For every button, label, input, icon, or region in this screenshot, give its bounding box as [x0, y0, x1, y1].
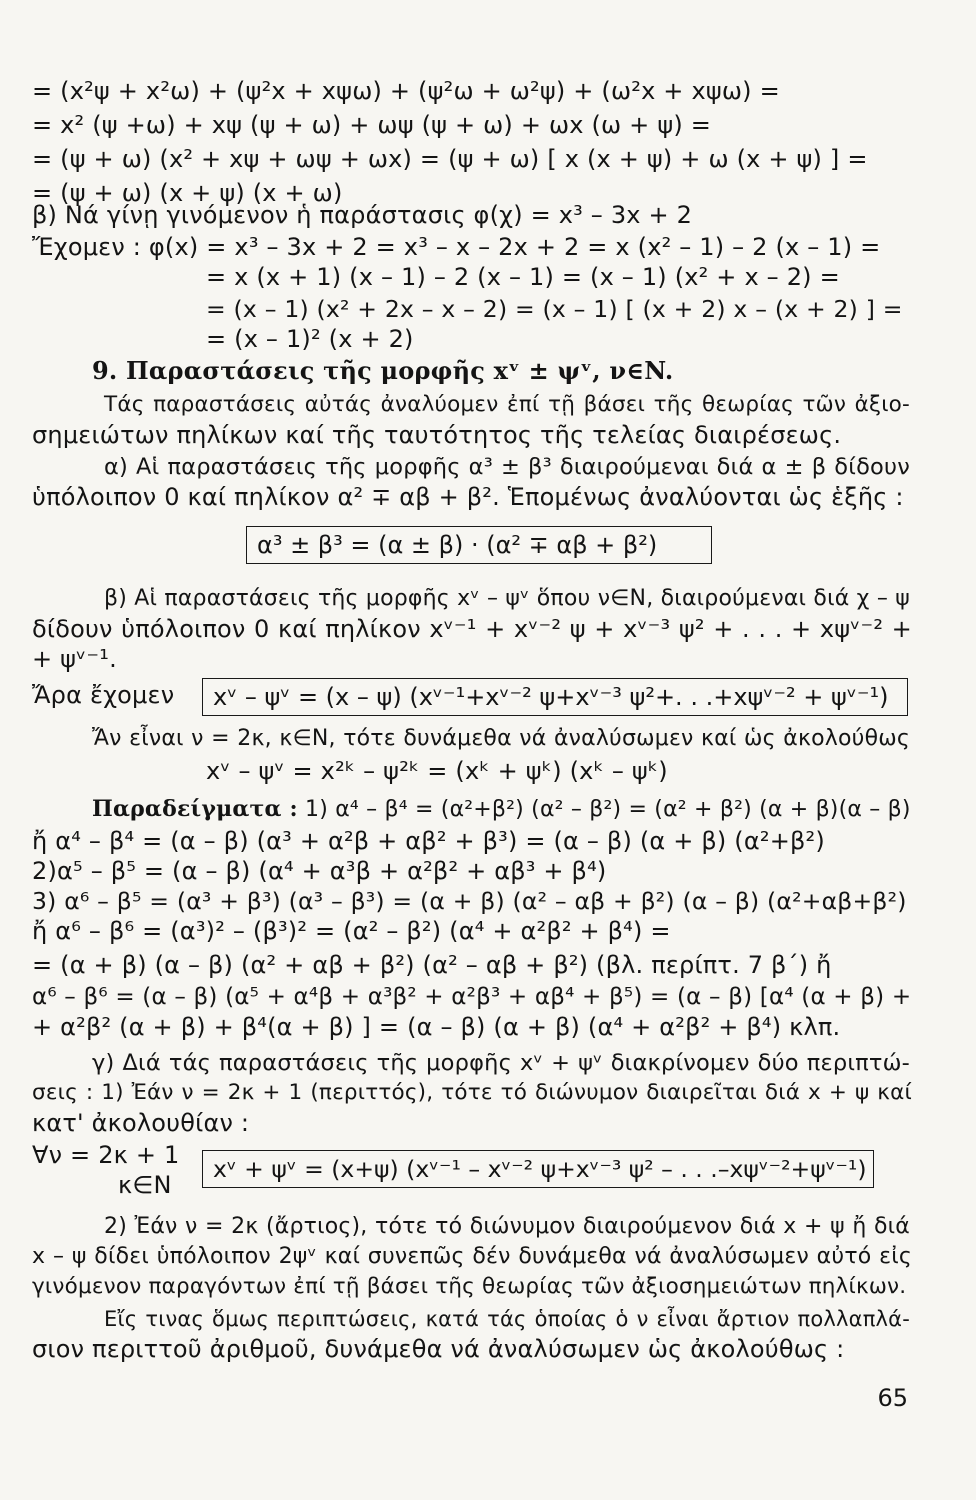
paragraph-line: α) Αἱ παραστάσεις τῆς μορφῆς α³ ± β³ διαιρούμεναι διά α ± β δίδουν — [104, 454, 910, 480]
equation-line: = x (x + 1) (x – 1) – 2 (x – 1) = (x – 1) (x² + x – 2) = — [206, 263, 840, 291]
paragraph-line: Ἄν εἶναι ν = 2κ, κ∈N, τότε δυνάμεθα νά ἀναλύσωμεν καί ὡς ἀκολούθως — [92, 726, 910, 751]
paragraph-line: σιον περιττοῦ ἀριθμοῦ, δυνάμεθα νά ἀναλύσωμεν ὡς ἀκολούθως : — [32, 1335, 845, 1363]
equation-line: = (x²ψ + x²ω) + (ψ²x + xψω) + (ψ²ω + ω²ψ) + (ω²x + xψω) = — [32, 77, 780, 105]
paragraph-line: σεις : 1) Ἐάν ν = 2κ + 1 (περιττός), τότε τό διώνυμον διαιρεῖται διά x + ψ καί — [32, 1080, 912, 1105]
paragraph-line: β) Αἱ παραστάσεις τῆς μορφῆς xᵛ – ψᵛ ὅπου ν∈N, διαιρούμεναι διά χ – ψ — [104, 586, 910, 611]
identity-box-difference: xᵛ – ψᵛ = (x – ψ) (xᵛ⁻¹+xᵛ⁻² ψ+xᵛ⁻³ ψ²+. . .+xψᵛ⁻² + ψᵛ⁻¹) — [202, 678, 908, 716]
identity-box-cubes: α³ ± β³ = (α ± β) · (α² ∓ αβ + β²) — [246, 526, 712, 564]
equation-line: Ἔχομεν : φ(x) = x³ – 3x + 2 = x³ – x – 2x + 2 = x (x² – 1) – 2 (x – 1) = — [32, 233, 881, 261]
paragraph-line: Τάς παραστάσεις αὐτάς ἀναλύομεν ἐπί τῇ βάσει τῆς θεωρίας τῶν ἀξιο- — [104, 392, 910, 417]
therefore-label: Ἄρα ἔχομεν — [32, 681, 175, 709]
paragraph-line: x – ψ δίδει ὑπόλοιπον 2ψᵛ καί συνεπῶς δέν δυνάμεθα νά ἀναλύσωμεν αὐτό εἰς — [32, 1244, 912, 1269]
page-number: 65 — [877, 1384, 908, 1412]
equation-line: = (x – 1) (x² + 2x – x – 2) = (x – 1) [ (x + 2) x – (x + 2) ] = — [206, 295, 903, 323]
problem-statement: β) Νά γίνῃ γινόμενον ἡ παράστασις φ(χ) = x³ – 3x + 2 — [32, 201, 693, 229]
equation-line: = (ψ + ω) (x + ψ) (x + ω) — [32, 179, 343, 207]
paragraph-line: + ψᵛ⁻¹. — [32, 645, 117, 673]
equation-line: = (x – 1)² (x + 2) — [206, 325, 414, 353]
paragraph-line: 2) Ἐάν ν = 2κ (ἄρτιος), τότε τό διώνυμον διαιρούμενον διά x + ψ ἤ διά — [104, 1214, 910, 1239]
paragraph-line: κατ' ἀκολουθίαν : — [32, 1109, 250, 1137]
paragraph-line: ὑπόλοιπον 0 καί πηλίκον α² ∓ αβ + β². Ἑπομένως ἀναλύονται ὡς ἑξῆς : — [32, 483, 904, 511]
paragraph-line: Εἴς τινας ὅμως περιπτώσεις, κατά τάς ὁποίας ὁ ν εἶναι ἄρτιον πολλαπλά- — [104, 1307, 910, 1331]
example-line: 2)α⁵ – β⁵ = (α – β) (α⁴ + α³β + α²β² + αβ³ + β⁴) — [32, 857, 607, 885]
example-line: 3) α⁶ – β⁵ = (α³ + β³) (α³ – β³) = (α + β) (α² – αβ + β²) (α – β) (α²+αβ+β²) — [32, 887, 907, 915]
equation-line: xᵛ – ψᵛ = x²ᵏ – ψ²ᵏ = (xᵏ + ψᵏ) (xᵏ – ψᵏ) — [206, 757, 668, 785]
examples-line — [92, 794, 910, 825]
paragraph-line: σημειώτων πηλίκων καί τῆς ταυτότητος τῆς τελείας διαιρέσεως. — [32, 421, 842, 449]
example-line: α⁶ – β⁶ = (α – β) (α⁵ + α⁴β + α³β² + α²β³ + αβ⁴ + β⁵) = (α – β) [α⁴ (α + β) + — [32, 984, 912, 1010]
condition-line: κ∈N — [118, 1171, 172, 1199]
example-line: = (α + β) (α – β) (α² + αβ + β²) (α² – αβ + β²) (βλ. περίπτ. 7 β΄) ἤ — [32, 951, 832, 979]
examples-label: Παραδείγματα : — [92, 796, 298, 822]
equation-line: = x² (ψ +ω) + xψ (ψ + ω) + ωψ (ψ + ω) + ωx (ω + ψ) = — [32, 111, 712, 139]
example-1: 1) α⁴ – β⁴ = (α²+β²) (α² – β²) = (α² + β²) (α + β)(α – β) — [297, 797, 911, 822]
paragraph-line: δίδουν ὑπόλοιπον 0 καί πηλίκον xᵛ⁻¹ + xᵛ⁻² ψ + xᵛ⁻³ ψ² + . . . + xψᵛ⁻² + — [32, 615, 912, 643]
equation-line: = (ψ + ω) (x² + xψ + ωψ + ωx) = (ψ + ω) [ x (x + ψ) + ω (x + ψ) ] = — [32, 145, 868, 173]
paragraph-line: γινόμενον παραγόντων ἐπί τῇ βάσει τῆς θεωρίας τῶν ἀξιοσημειώτων πηλίκων. — [32, 1274, 907, 1299]
section-heading: 9. Παραστάσεις τῆς μορφῆς xᵛ ± ψᵛ, ν∈N. — [92, 356, 674, 385]
example-line: ἤ α⁴ – β⁴ = (α – β) (α³ + α²β + αβ² + β³) = (α – β) (α + β) (α²+β²) — [32, 827, 825, 855]
example-line: + α²β² (α + β) + β⁴(α + β) ] = (α – β) (α + β) (α⁴ + α²β² + β⁴) κλπ. — [32, 1013, 841, 1041]
identity-box-sum: xᵛ + ψᵛ = (x+ψ) (xᵛ⁻¹ – xᵛ⁻² ψ+xᵛ⁻³ ψ² – . . .–xψᵛ⁻²+ψᵛ⁻¹) — [202, 1150, 874, 1188]
example-line: ἤ α⁶ – β⁶ = (α³)² – (β³)² = (α² – β²) (α⁴ + α²β² + β⁴) = — [32, 917, 671, 945]
condition-line: ∀ν = 2κ + 1 — [32, 1141, 180, 1169]
paragraph-line: γ) Διά τάς παραστάσεις τῆς μορφῆς xᵛ + ψᵛ διακρίνομεν δύο περιπτώ- — [92, 1050, 910, 1076]
